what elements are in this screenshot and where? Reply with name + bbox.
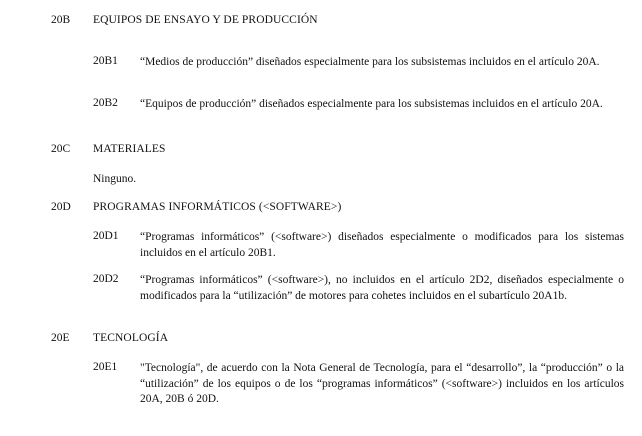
item-code: 20B2 bbox=[93, 97, 118, 109]
section-note: Ninguno. bbox=[93, 173, 137, 185]
section-title: TECNOLOGÍA bbox=[93, 332, 169, 344]
section-code: 20D bbox=[51, 201, 71, 213]
item-text: “Programas informáticos” (<software>) diseñados especialmente o modificados para los sistemas incluidos en el artículo 20B1. bbox=[140, 231, 624, 259]
item-code: 20B1 bbox=[93, 55, 118, 67]
section-code: 20E bbox=[51, 332, 70, 344]
section-title: PROGRAMAS INFORMÁTICOS (<SOFTWARE>) bbox=[93, 201, 342, 213]
section-code: 20B bbox=[51, 14, 71, 26]
item-text: “Equipos de producción” diseñados especialmente para los subsistemas incluidos en el artículo 20A. bbox=[140, 98, 603, 110]
item-code: 20D2 bbox=[93, 273, 119, 285]
section-title: EQUIPOS DE ENSAYO Y DE PRODUCCIÓN bbox=[93, 14, 318, 26]
item-code: 20E1 bbox=[93, 361, 118, 373]
item-text: “Programas informáticos” (<software>), no incluidos en el artículo 2D2, diseñados especialmente o modificados para la “utilización” de motores para cohetes incluidos en el subartículo 20A1b. bbox=[140, 274, 624, 302]
item-code: 20D1 bbox=[93, 230, 119, 242]
section-title: MATERIALES bbox=[93, 143, 166, 155]
item-text: "Tecnología", de acuerdo con la Nota General de Tecnología, para el “desarrollo”, la “producción” o la “utilización” de los equipos o de los “programas informáticos” (<software>) incluidos en los artículos 20A, 20B ó 20D. bbox=[140, 362, 624, 405]
item-text: “Medios de producción” diseñados especialmente para los subsistemas incluidos en el artículo 20A. bbox=[140, 56, 600, 68]
section-code: 20C bbox=[51, 143, 71, 155]
